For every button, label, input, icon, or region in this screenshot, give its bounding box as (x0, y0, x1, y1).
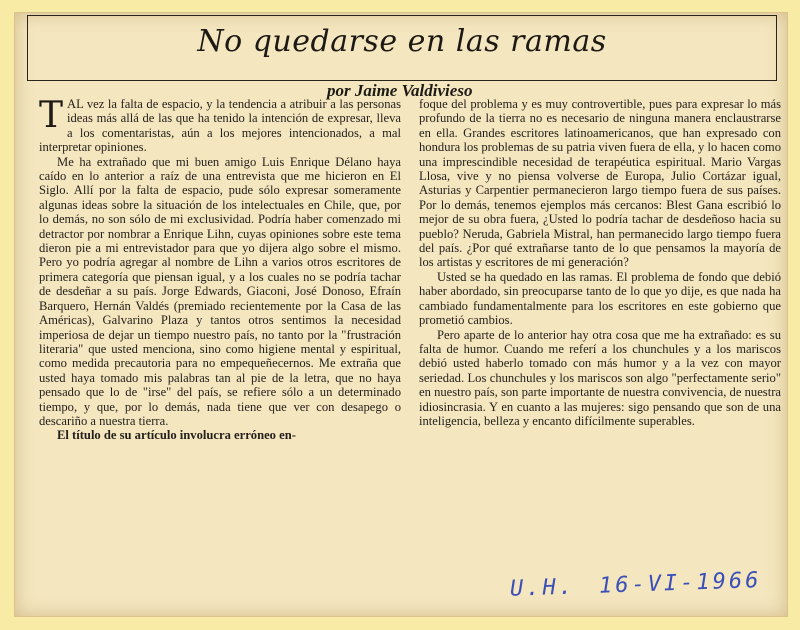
paragraph (39, 97, 401, 155)
paragraph: Me ha extrañado que mi buen amigo Luis Enrique Délano haya caído en lo anterior a raíz de una entrevista que me hicieron en El Siglo. Allí por la falta de espacio, pude sólo expresar someramente algunas ideas sobre la situación de los intelectuales en Chile, que, por lo demás, no son sólo de mi exclusividad. Podría haber comenzado mi detractor por nombrar a Enrique Lihn, cuyas opiniones sobre este tema dieron pie a mi entrevistador para que yo dijera algo sobre el mismo. Pero yo podría agregar al nombre de Lihn a varios otros escritores de primera categoría que piensan igual, y a los cuales no se podría tachar de desdeñar a su país. Jorge Edwards, Giaconi, José Donoso, Efraín Barquero, Hernán Valdés (premiado recientemente por la Casa de las Américas), Galvarino Plaza y tantos otros sentimos la necesidad imperiosa de dejar un tiempo nuestro país, no tanto por la "frustración literaria" que usted menciona, sino como higiene mental y espiritual, como medida precautoria para no empequeñecernos. Me extraña que usted haya tomado mis palabras tan al pie de la letra, que no haya pensado que lo de "irse" del país, se refiere sólo a un determinado tiempo, y que, por lo demás, nada tiene que ver con desapego o descariño a nuestra tierra. (39, 154, 401, 428)
handwritten-initials: U.H. (509, 574, 576, 602)
paragraph: foque del problema y es muy controvertible, pues para expresar lo más profundo de la tierra no es necesario de ninguna manera enclaustrarse en ella. Grandes escritores latinoamericanos, que han expresado con hondura los problemas de su patria viven fuera de ella, y lo hacen como una imprescindible necesidad de terapéutica espiritual. Mario Vargas Llosa, vive y no piensa volverse de Europa, Julio Cortázar igual, Asturias y Carpentier permanecieron largo tiempo fuera de sus países. Por lo demás, tenemos ejemplos más cercanos: Blest Gana escribió lo mejor de su obra fuera, ¿Usted lo podría tachar de desdeñoso hacia su pueblo? Neruda, Gabriela Mistral, han permanecido largo tiempo fuera del país. ¿Por qué extrañarse tanto de lo que pensamos la mayoría de los artistas y escritores de mi generación? (419, 97, 781, 270)
right-column (419, 97, 781, 428)
newspaper-clipping (14, 12, 788, 617)
article-byline: por Jaime Valdivieso (327, 81, 473, 100)
paragraph: El título de su artículo involucra erróneo en- (57, 428, 296, 443)
title-box (27, 15, 777, 81)
paragraph-text: AL vez la falta de espacio, y la tendencia a atribuir a las personas ideas más allá de las que ha tenido la intención de expresar, lleva a los comentaristas, aún a los mejores intencionados, a mal interpretar opiniones. (39, 97, 401, 155)
paragraph: Pero aparte de lo anterior hay otra cosa que me ha extrañado: es su falta de humor. Cuando me referí a los chunchules y a los mariscos debió usted haberlo tomado con más humor y a la vez con mayor seriedad. Los chunchules y los mariscos son algo "perfectamente serio" en nuestro país, son parte importante de nuestra convivencia, de nuestra idiosincrasia. Y en cuanto a las mujeres: sigo pensando que son de una inteligencia, belleza y encanto difícilmente superables. (419, 327, 781, 428)
drop-cap: T (39, 95, 64, 136)
handwritten-date: 16-VI-1966 (598, 568, 762, 599)
article-title: No quedarse en las ramas (197, 24, 607, 59)
paragraph: Usted se ha quedado en las ramas. El problema de fondo que debió haber abordado, sin preocuparse tanto de lo que yo dije, es que nada ha cambiado fundamentalmente para los escritores en este gobierno que prometió cambios. (419, 269, 781, 328)
left-column (39, 97, 401, 443)
